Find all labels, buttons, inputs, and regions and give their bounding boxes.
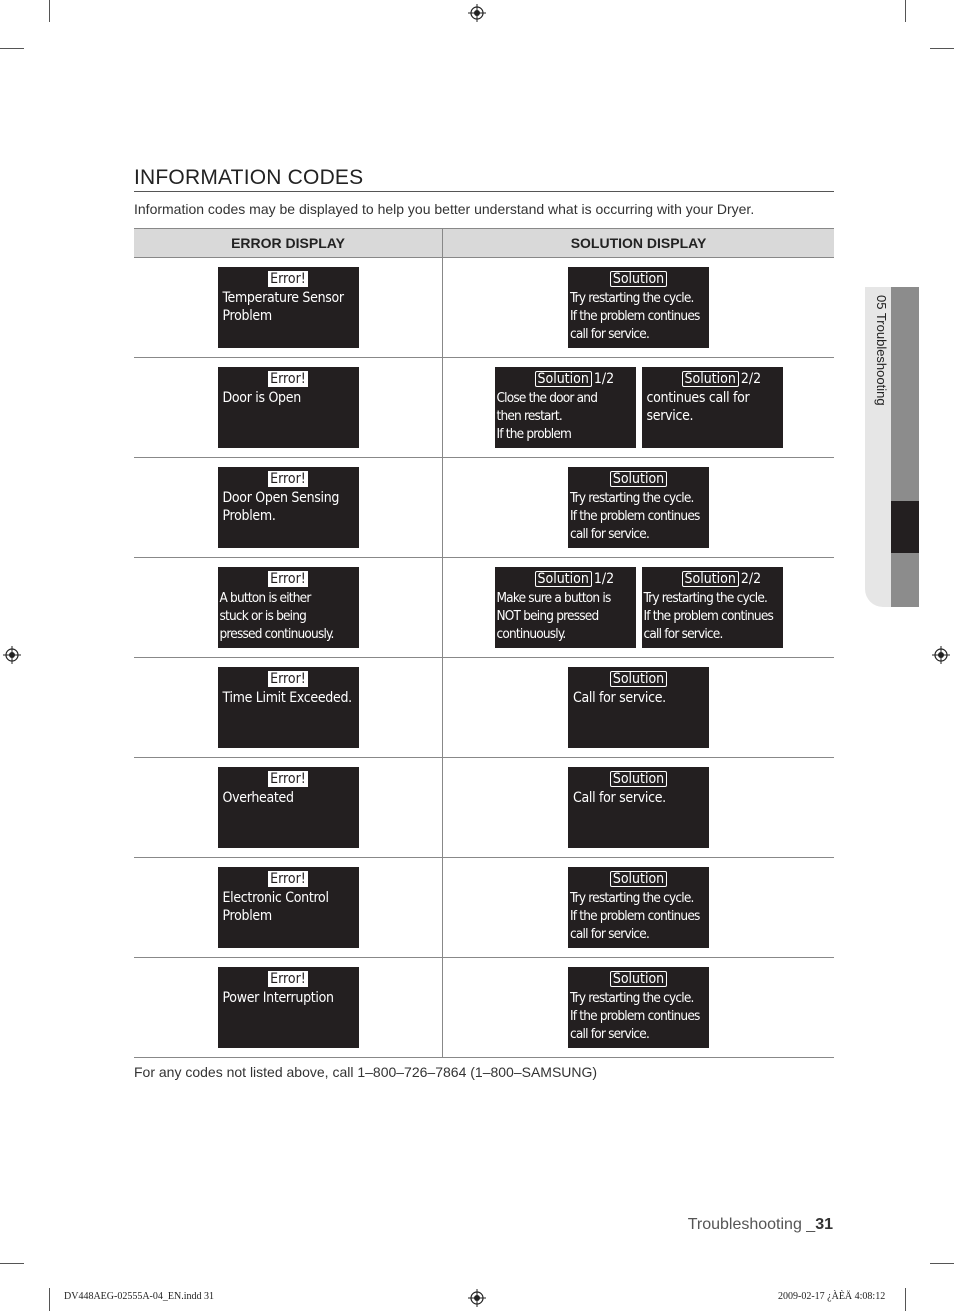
error-tag: Error! [270,571,306,587]
solution-display-cell [443,958,835,1058]
solution-lcd-screen [495,567,636,648]
solution-display-cell [443,558,835,658]
error-tag: Error! [270,971,306,987]
solution-page-indicator: 1/2 [593,371,615,387]
footer-section: Troubleshooting _ [687,1216,816,1233]
solution-message: Close the door and then restart. If the problem [496,390,598,442]
crop-mark [905,1288,906,1311]
solution-display-cell [443,358,835,458]
error-lcd-screen [218,967,359,1048]
solution-display-cell [443,758,835,858]
solution-lcd-screen [568,267,709,348]
error-display-cell [134,758,443,858]
page-footer [688,1216,833,1234]
error-message: A button is either stuck or is being pressed continuously. [219,590,334,642]
error-tag: Error! [270,371,306,387]
solution-tag: Solution [610,271,667,287]
error-lcd-screen [218,267,359,348]
solution-lcd-screen [568,767,709,848]
table-body [134,258,834,1058]
crop-mark [49,0,50,22]
solution-tag: Solution [610,671,667,687]
intro-text: Information codes may be displayed to help you better understand what is occurring with your Dryer. [134,201,755,217]
solution-message: continues call for service. [646,390,750,424]
table-row [134,658,834,758]
solution-tag: Solution [535,371,592,387]
registration-mark-icon [932,646,950,664]
solution-tag: Solution [610,971,667,987]
chapter-side-tab [865,287,919,607]
registration-mark-icon [468,4,486,22]
error-lcd-screen [218,367,359,448]
page-number: 31 [815,1216,833,1233]
error-lcd-screen [218,867,359,948]
error-tag: Error! [270,271,306,287]
table-row [134,458,834,558]
error-message: Door is Open [222,390,301,406]
error-lcd-screen [218,667,359,748]
table-row [134,858,834,958]
crop-mark [930,1263,954,1264]
page-title: INFORMATION CODES [134,166,834,192]
column-header-solution: SOLUTION DISPLAY [443,229,835,258]
solution-page-indicator: 2/2 [740,571,762,587]
solution-message: Call for service. [573,790,666,806]
solution-tag: Solution [610,471,667,487]
solution-display-cell [443,258,835,358]
solution-message: Try restarting the cycle. If the problem continues call for service. [643,590,774,642]
error-message: Overheated [222,790,294,806]
registration-mark-icon [468,1289,486,1307]
table-row [134,958,834,1058]
solution-message: Call for service. [573,690,666,706]
table-row [134,258,834,358]
error-lcd-screen [218,567,359,648]
solution-display-cell [443,458,835,558]
solution-lcd-screen [568,867,709,948]
solution-message: Try restarting the cycle. If the problem continues call for service. [570,890,700,942]
table-header-row [134,229,834,258]
solution-tag: Solution [682,571,739,587]
side-tab-label: 05 Troubleshooting [874,295,889,406]
error-message: Electronic Control Problem [222,890,329,924]
error-message: Power Interruption [222,990,334,1006]
solution-lcd-screen [495,367,636,448]
print-slug-right: 2009-02-17 ¿ÀÈÄ 4:08:12 [778,1291,886,1302]
solution-tag: Solution [610,771,667,787]
error-display-cell [134,458,443,558]
solution-message: Try restarting the cycle. If the problem continues call for service. [570,490,700,542]
error-message: Time Limit Exceeded. [222,690,352,706]
solution-display-cell [443,858,835,958]
error-display-cell [134,858,443,958]
footnote: For any codes not listed above, call 1–800–726–7864 (1–800–SAMSUNG) [134,1064,598,1080]
error-lcd-screen [218,767,359,848]
crop-mark [49,1288,50,1311]
error-message: Temperature Sensor Problem [222,290,344,324]
error-lcd-screen [218,467,359,548]
solution-lcd-screen [568,967,709,1048]
error-tag: Error! [270,471,306,487]
solution-lcd-screen [568,467,709,548]
solution-tag: Solution [535,571,592,587]
error-display-cell [134,358,443,458]
error-display-cell [134,558,443,658]
solution-lcd-screen [642,567,783,648]
information-codes-table [134,228,834,1058]
solution-message: Make sure a button is NOT being pressed continuously. [496,590,611,642]
solution-tag: Solution [610,871,667,887]
column-header-error: ERROR DISPLAY [134,229,443,258]
side-tab-active-marker [891,501,919,553]
error-display-cell [134,958,443,1058]
table-row [134,558,834,658]
crop-mark [930,48,954,49]
crop-mark [905,0,906,22]
solution-lcd-screen [642,367,783,448]
solution-tag: Solution [682,371,739,387]
solution-display-cell [443,658,835,758]
solution-message: Try restarting the cycle. If the problem continues call for service. [570,990,700,1042]
registration-mark-icon [3,646,21,664]
solution-message: Try restarting the cycle. If the problem continues call for service. [570,290,700,342]
error-message: Door Open Sensing Problem. [222,490,340,524]
crop-mark [0,1263,24,1264]
error-tag: Error! [270,871,306,887]
crop-mark [0,48,24,49]
solution-lcd-screen [568,667,709,748]
solution-page-indicator: 2/2 [740,371,762,387]
table-row [134,758,834,858]
print-slug-left: DV448AEG-02555A-04_EN.indd 31 [64,1291,214,1302]
side-tab-bar [891,553,919,607]
table-row [134,358,834,458]
solution-page-indicator: 1/2 [593,571,615,587]
side-tab-bar [891,287,919,501]
error-tag: Error! [270,771,306,787]
error-tag: Error! [270,671,306,687]
error-display-cell [134,658,443,758]
error-display-cell [134,258,443,358]
